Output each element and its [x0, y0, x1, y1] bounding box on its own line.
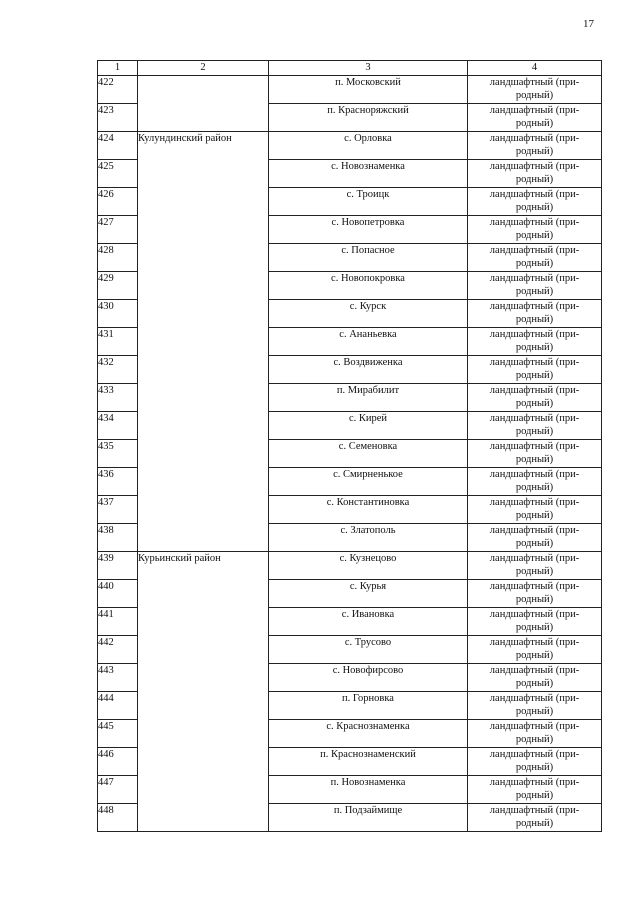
table-row [98, 160, 602, 188]
district-cell [138, 356, 269, 384]
table-row [98, 300, 602, 328]
row-number: 422 [98, 76, 138, 104]
site-type-cell: ландшафтный (при- родный) [468, 440, 602, 468]
table-row [98, 328, 602, 356]
settlement-cell: с. Новопетровка [269, 216, 468, 244]
district-cell [138, 636, 269, 664]
table-row [98, 272, 602, 300]
table-row [98, 188, 602, 216]
row-number: 430 [98, 300, 138, 328]
table-row [98, 552, 602, 580]
site-type-cell: ландшафтный (при- родный) [468, 160, 602, 188]
row-number: 442 [98, 636, 138, 664]
site-type-cell: ландшафтный (при- родный) [468, 720, 602, 748]
settlement-cell: с. Смирненькое [269, 468, 468, 496]
site-type-cell: ландшафтный (при- родный) [468, 384, 602, 412]
settlement-cell: с. Трусово [269, 636, 468, 664]
row-number: 446 [98, 748, 138, 776]
row-number: 440 [98, 580, 138, 608]
site-type-cell: ландшафтный (при- родный) [468, 272, 602, 300]
district-cell [138, 188, 269, 216]
district-cell [138, 244, 269, 272]
site-type-cell: ландшафтный (при- родный) [468, 132, 602, 160]
table-row [98, 356, 602, 384]
row-number: 428 [98, 244, 138, 272]
district-cell [138, 692, 269, 720]
table-row [98, 76, 602, 104]
site-type-cell: ландшафтный (при- родный) [468, 328, 602, 356]
settlement-cell: с. Воздвиженка [269, 356, 468, 384]
district-cell [138, 664, 269, 692]
site-type-cell: ландшафтный (при- родный) [468, 76, 602, 104]
settlement-cell: с. Константиновка [269, 496, 468, 524]
settlement-cell: с. Ананьевка [269, 328, 468, 356]
district-cell: Курьинский район [138, 552, 269, 580]
settlement-cell: с. Попасное [269, 244, 468, 272]
column-header-4: 4 [468, 61, 602, 76]
district-cell [138, 412, 269, 440]
district-cell [138, 160, 269, 188]
row-number: 429 [98, 272, 138, 300]
site-type-cell: ландшафтный (при- родный) [468, 748, 602, 776]
settlement-cell: п. Горновка [269, 692, 468, 720]
table-row [98, 720, 602, 748]
row-number: 444 [98, 692, 138, 720]
table-row [98, 776, 602, 804]
site-type-cell: ландшафтный (при- родный) [468, 664, 602, 692]
site-type-cell: ландшафтный (при- родный) [468, 356, 602, 384]
settlement-cell: п. Красноряжский [269, 104, 468, 132]
table-row [98, 664, 602, 692]
settlement-cell: с. Новопокровка [269, 272, 468, 300]
row-number: 447 [98, 776, 138, 804]
site-type-cell: ландшафтный (при- родный) [468, 692, 602, 720]
site-type-cell: ландшафтный (при- родный) [468, 412, 602, 440]
settlement-cell: с. Златополь [269, 524, 468, 552]
site-type-cell: ландшафтный (при- родный) [468, 804, 602, 832]
site-type-cell: ландшафтный (при- родный) [468, 776, 602, 804]
settlement-cell: с. Курья [269, 580, 468, 608]
district-cell [138, 776, 269, 804]
site-type-cell: ландшафтный (при- родный) [468, 188, 602, 216]
district-cell [138, 580, 269, 608]
row-number: 445 [98, 720, 138, 748]
site-type-cell: ландшафтный (при- родный) [468, 300, 602, 328]
district-cell [138, 300, 269, 328]
settlement-cell: с. Краснознаменка [269, 720, 468, 748]
settlement-cell: с. Курск [269, 300, 468, 328]
row-number: 436 [98, 468, 138, 496]
district-cell [138, 76, 269, 104]
column-header-2: 2 [138, 61, 269, 76]
row-number: 448 [98, 804, 138, 832]
district-cell [138, 384, 269, 412]
district-cell [138, 524, 269, 552]
settlement-cell: с. Ивановка [269, 608, 468, 636]
district-cell [138, 608, 269, 636]
site-type-cell: ландшафтный (при- родный) [468, 608, 602, 636]
district-cell [138, 804, 269, 832]
table-row [98, 580, 602, 608]
row-number: 434 [98, 412, 138, 440]
settlement-cell: с. Троицк [269, 188, 468, 216]
page-number: 17 [583, 18, 594, 30]
site-type-cell: ландшафтный (при- родный) [468, 524, 602, 552]
settlement-cell: с. Кузнецово [269, 552, 468, 580]
table-row [98, 412, 602, 440]
district-cell [138, 104, 269, 132]
table-header [98, 61, 602, 76]
row-number: 439 [98, 552, 138, 580]
table-row [98, 524, 602, 552]
site-type-cell: ландшафтный (при- родный) [468, 552, 602, 580]
table-row [98, 608, 602, 636]
settlement-cell: п. Подзаймище [269, 804, 468, 832]
header-row [98, 61, 602, 76]
column-header-1: 1 [98, 61, 138, 76]
site-type-cell: ландшафтный (при- родный) [468, 496, 602, 524]
district-cell: Кулундинский район [138, 132, 269, 160]
settlement-cell: с. Кирей [269, 412, 468, 440]
row-number: 423 [98, 104, 138, 132]
table-row [98, 804, 602, 832]
row-number: 432 [98, 356, 138, 384]
row-number: 438 [98, 524, 138, 552]
table-row [98, 132, 602, 160]
site-type-cell: ландшафтный (при- родный) [468, 636, 602, 664]
settlement-cell: с. Новознаменка [269, 160, 468, 188]
row-number: 435 [98, 440, 138, 468]
table-row [98, 384, 602, 412]
row-number: 427 [98, 216, 138, 244]
district-cell [138, 328, 269, 356]
row-number: 437 [98, 496, 138, 524]
table-row [98, 468, 602, 496]
district-cell [138, 496, 269, 524]
row-number: 426 [98, 188, 138, 216]
row-number: 443 [98, 664, 138, 692]
row-number: 441 [98, 608, 138, 636]
table-row [98, 244, 602, 272]
table-row [98, 496, 602, 524]
row-number: 433 [98, 384, 138, 412]
district-cell [138, 440, 269, 468]
settlement-cell: с. Новофирсово [269, 664, 468, 692]
site-type-cell: ландшафтный (при- родный) [468, 468, 602, 496]
heritage-sites-table [97, 60, 602, 832]
row-number: 431 [98, 328, 138, 356]
table-row [98, 636, 602, 664]
district-cell [138, 216, 269, 244]
district-cell [138, 272, 269, 300]
column-header-3: 3 [269, 61, 468, 76]
table-row [98, 748, 602, 776]
table-row [98, 692, 602, 720]
row-number: 425 [98, 160, 138, 188]
district-cell [138, 720, 269, 748]
table-row [98, 440, 602, 468]
settlement-cell: п. Краснознаменский [269, 748, 468, 776]
settlement-cell: п. Московский [269, 76, 468, 104]
settlement-cell: п. Мирабилит [269, 384, 468, 412]
site-type-cell: ландшафтный (при- родный) [468, 216, 602, 244]
row-number: 424 [98, 132, 138, 160]
district-cell [138, 748, 269, 776]
district-cell [138, 468, 269, 496]
settlement-cell: п. Новознаменка [269, 776, 468, 804]
settlement-cell: с. Орловка [269, 132, 468, 160]
site-type-cell: ландшафтный (при- родный) [468, 104, 602, 132]
settlement-cell: с. Семеновка [269, 440, 468, 468]
table-row [98, 216, 602, 244]
table-row [98, 104, 602, 132]
site-type-cell: ландшафтный (при- родный) [468, 244, 602, 272]
table-body [98, 76, 602, 832]
site-type-cell: ландшафтный (при- родный) [468, 580, 602, 608]
